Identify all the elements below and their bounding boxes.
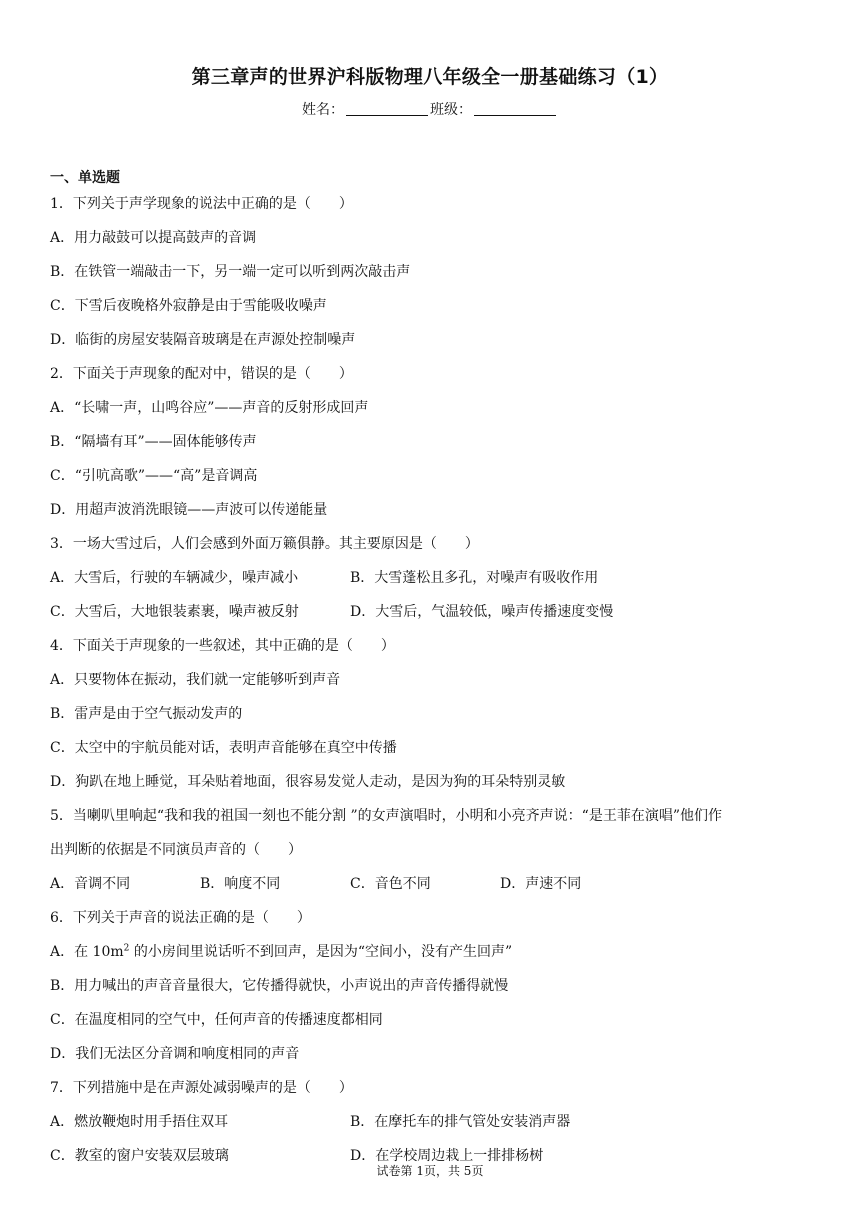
question-3-option-b: B．大雪蓬松且多孔，对噪声有吸收作用 (350, 570, 599, 586)
question-7-stem: 7．下列措施中是在声源处减弱噪声的是（ ） (50, 1080, 353, 1096)
question-6-option-a-pre: A．在 10m (50, 944, 124, 960)
question-6-option-b: B．用力喊出的声音音量很大，它传播得就快，小声说出的声音传播得就慢 (50, 978, 509, 994)
question-2-option-b: B．“隔墙有耳”——固体能够传声 (50, 434, 257, 450)
class-blank (474, 101, 556, 116)
section-title: 一、单选题 (50, 170, 120, 186)
question-6-option-a-post: 的小房间里说话听不到回声，是因为“空间小，没有产生回声” (129, 944, 513, 960)
question-3-options-row-1 (50, 567, 815, 601)
question-1-option-d: D．临街的房屋安装隔音玻璃是在声源处控制噪声 (50, 332, 356, 348)
question-4-option-a: A．只要物体在振动，我们就一定能够听到声音 (50, 672, 341, 688)
question-5-option-a: A．音调不同 (50, 876, 131, 892)
question-5-option-b: B．响度不同 (200, 876, 281, 892)
question-2-stem: 2．下面关于声现象的配对中，错误的是（ ） (50, 366, 353, 382)
question-6-option-a (50, 941, 815, 975)
question-2-option-c: C．“引吭高歌”——“高”是音调高 (50, 468, 258, 484)
question-7-options-row-1 (50, 1111, 815, 1145)
question-3-stem: 3．一场大雪过后，人们会感到外面万籁俱静。其主要原因是（ ） (50, 536, 479, 552)
question-4-option-d: D．狗趴在地上睡觉，耳朵贴着地面，很容易发觉人走动，是因为狗的耳朵特别灵敏 (50, 774, 566, 790)
name-label: 姓名： (302, 102, 344, 118)
question-1-stem: 1．下列关于声学现象的说法中正确的是（ ） (50, 196, 353, 212)
question-7-option-c: C．教室的窗户安装双层玻璃 (50, 1148, 229, 1164)
question-3-option-c: C．大雪后，大地银装素裹，噪声被反射 (50, 604, 299, 620)
question-5-stem-line-1: 5．当喇叭里响起“我和我的祖国一刻也不能分割 ”的女声演唱时，小明和小亮齐声说：“是王菲在演唱”他们作 (50, 808, 722, 824)
name-blank (346, 101, 428, 116)
question-6-stem: 6．下列关于声音的说法正确的是（ ） (50, 910, 311, 926)
question-1-option-c: C．下雪后夜晚格外寂静是由于雪能吸收噪声 (50, 298, 327, 314)
question-6-option-d: D．我们无法区分音调和响度相同的声音 (50, 1046, 300, 1062)
question-6-option-c: C．在温度相同的空气中，任何声音的传播速度都相同 (50, 1012, 383, 1028)
question-1-option-a: A．用力敲鼓可以提高鼓声的音调 (50, 230, 257, 246)
question-2-option-d: D．用超声波消洗眼镜——声波可以传递能量 (50, 502, 328, 518)
class-label: 班级： (430, 102, 472, 118)
question-7-option-a: A．燃放鞭炮时用手捂住双耳 (50, 1114, 229, 1130)
question-4-stem: 4．下面关于声现象的一些叙述，其中正确的是（ ） (50, 638, 395, 654)
question-7-option-d: D．在学校周边栽上一排排杨树 (350, 1148, 544, 1164)
question-5-option-c: C．音色不同 (350, 876, 431, 892)
question-1-option-b: B．在铁管一端敲击一下，另一端一定可以听到两次敲击声 (50, 264, 411, 280)
question-2-option-a: A．“长啸一声，山鸣谷应”——声音的反射形成回声 (50, 400, 369, 416)
question-5-option-d: D．声速不同 (500, 876, 582, 892)
question-7-option-b: B．在摩托车的排气管处安装消声器 (350, 1114, 571, 1130)
question-3-option-a: A．大雪后，行驶的车辆减少，噪声减小 (50, 570, 299, 586)
page-footer: 试卷第 1页，共 5页 (376, 1164, 484, 1178)
page-title: 第三章声的世界沪科版物理八年级全一册基础练习（1） (191, 66, 669, 88)
question-5-options-row (50, 873, 815, 907)
student-info (0, 99, 860, 119)
squared-superscript: 2 (123, 943, 130, 954)
question-list (50, 193, 815, 1179)
question-3-option-d: D．大雪后，气温较低，噪声传播速度变慢 (350, 604, 614, 620)
question-5-stem-line-2: 出判断的依据是不同演员声音的（ ） (50, 842, 302, 858)
question-3-options-row-2 (50, 601, 815, 635)
question-4-option-b: B．雷声是由于空气振动发声的 (50, 706, 243, 722)
question-4-option-c: C．太空中的宇航员能对话，表明声音能够在真空中传播 (50, 740, 397, 756)
